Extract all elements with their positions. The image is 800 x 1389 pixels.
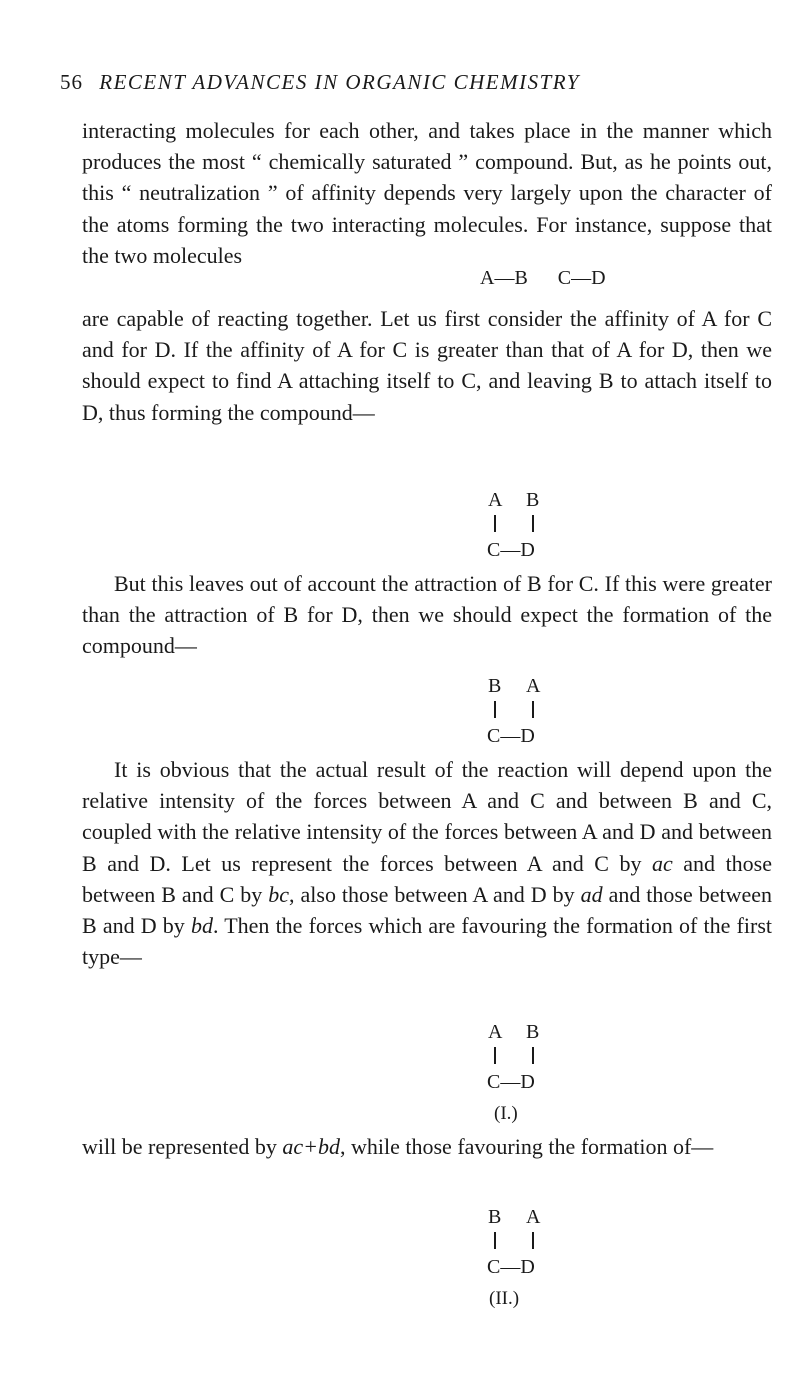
p4-bd: bd bbox=[190, 913, 213, 939]
paragraph-1: interacting molecules for each other, and takes place in the manner which produces the most “ chemically saturated ” compound. But, as he points out, this “ neutralization ” of affinity depends very largely upon the character of the atoms forming the two interacting molecules. For instance, suppose that the two molecules bbox=[82, 118, 772, 268]
formula-4-bond-right bbox=[532, 1232, 534, 1249]
formula-4-bond-left bbox=[494, 1232, 496, 1249]
formula-2-top-right: A bbox=[526, 675, 541, 697]
p4-text-c: , also those between A and D by bbox=[289, 881, 581, 907]
formula-1-top-left: A bbox=[488, 489, 503, 511]
formula-1-bond-right bbox=[532, 515, 534, 532]
book-page bbox=[60, 0, 773, 1389]
p5-expression: ac+bd bbox=[282, 1134, 340, 1159]
paragraph-2: are capable of reacting together. Let us first consider the affinity of A for C and for D. If the affinity of A for C is greater than that of A for D, then we should expect to find A attaching itself to C, and leaving B to attach itself to D, thus forming the compound— bbox=[82, 306, 772, 425]
formula-2-bottom: C—D bbox=[487, 725, 535, 747]
book-title: RECENT ADVANCES IN ORGANIC CHEMISTRY bbox=[99, 70, 580, 94]
formula-1-bottom: C—D bbox=[487, 539, 535, 561]
formula-3-top-right: B bbox=[526, 1021, 540, 1043]
formula-3-label: (I.) bbox=[494, 1103, 518, 1124]
formula-3-top-left: A bbox=[488, 1021, 503, 1043]
p4-text-a: It is obvious that the actual result of the reaction will depend upon the relative intensity of the forces between A and C and between B and C, coupled with the relative intensity of the forces between A and D and between B and D. Let us represent the forces between A and C by bbox=[82, 757, 772, 876]
formula-3-bond-left bbox=[494, 1047, 496, 1064]
p4-ad: ad bbox=[580, 881, 603, 907]
formula-1-top-right: B bbox=[526, 489, 540, 511]
paragraph-3: But this leaves out of account the attraction of B for C. If this were greater than the attraction of B for D, then we should expect the formation of the compound— bbox=[82, 571, 772, 659]
formula-4-top-left: B bbox=[488, 1206, 502, 1228]
formula-2-top-left: B bbox=[488, 675, 502, 697]
p4-text-b: and those between B and C by bbox=[82, 850, 773, 907]
formula-4-top-right: A bbox=[526, 1206, 541, 1228]
running-head bbox=[60, 70, 760, 95]
formula-2-bond-right bbox=[532, 701, 534, 718]
paragraph-5 bbox=[82, 1131, 772, 1162]
molecules-formula: A—B C—D bbox=[480, 267, 606, 289]
page-number: 56 bbox=[60, 70, 83, 94]
p5-text-a: will be represented by bbox=[82, 1134, 283, 1159]
formula-3-bond-right bbox=[532, 1047, 534, 1064]
paragraph-4 bbox=[82, 754, 772, 972]
p4-bc: bc bbox=[268, 881, 290, 907]
formula-1-bond-left bbox=[494, 515, 496, 532]
p4-text-e: . Then the forces which are favouring the formation of the first type— bbox=[82, 913, 772, 970]
p5-text-b: , while those favouring the formation of— bbox=[340, 1134, 714, 1159]
formula-2-bond-left bbox=[494, 701, 496, 718]
formula-4-label: (II.) bbox=[489, 1288, 520, 1309]
p4-ac: ac bbox=[651, 850, 673, 876]
formula-3-bottom: C—D bbox=[487, 1071, 535, 1093]
p4-text-d: and those between B and D by bbox=[82, 881, 773, 939]
formula-4-bottom: C—D bbox=[487, 1256, 535, 1278]
